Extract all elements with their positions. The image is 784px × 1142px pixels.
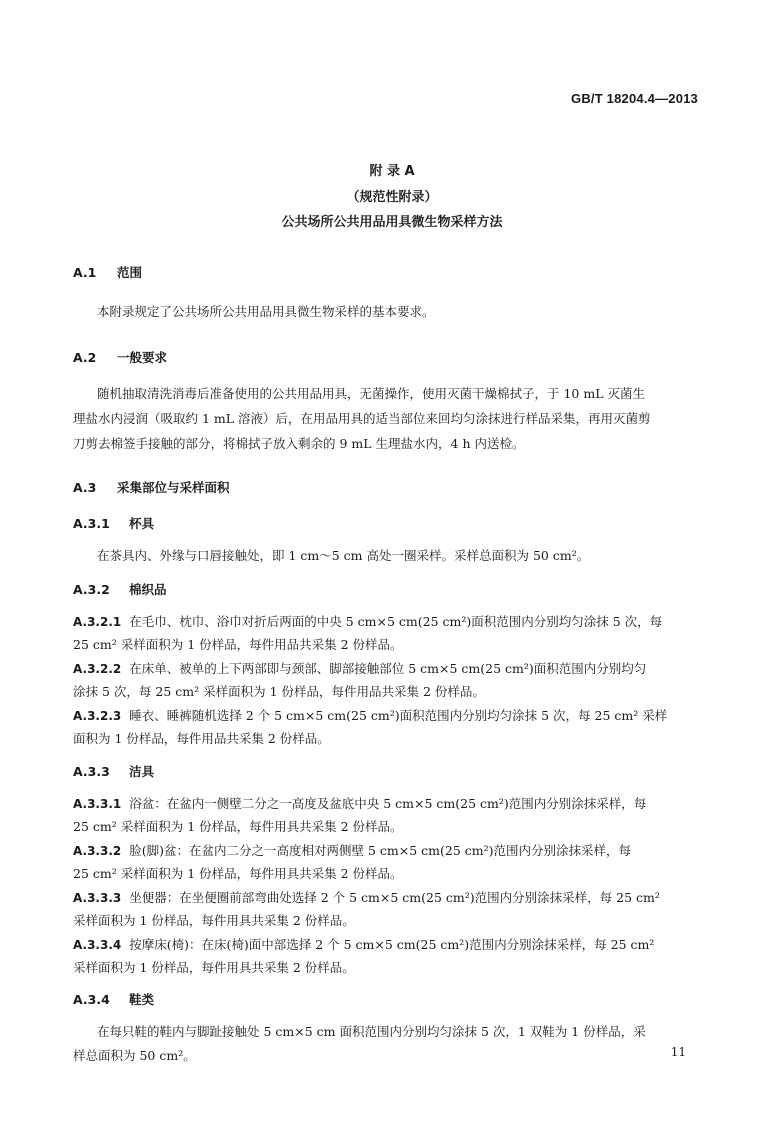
subsection-heading [73, 580, 167, 598]
subsection-heading [73, 762, 154, 780]
paragraph-line: 理盐水内浸润（吸取约 1 mL 溶液）后，在用品用具的适当部位来回均匀涂抹进行样品采集，再用灭菌剪 [73, 411, 651, 426]
clause-number: A.3.3.2 [73, 844, 122, 858]
section-title: 鞋类 [129, 992, 155, 1007]
clause-number: A.3.3.4 [73, 938, 122, 952]
section-number: A.3.4 [73, 992, 110, 1007]
section-heading [73, 263, 142, 281]
clause-line [73, 933, 703, 957]
clause-line [73, 704, 703, 728]
paragraph-line: 样总面积为 50 cm²。 [73, 1048, 196, 1063]
clause-line: 采样面积为 1 份样品，每件用具共采集 2 份样品。 [73, 960, 355, 975]
section-number: A.1 [73, 265, 97, 280]
clause-number: A.3.3.1 [73, 797, 122, 811]
clause-number: A.3.3.3 [73, 891, 122, 905]
clause-text: 按摩床(椅)：在床(椅)面中部选择 2 个 5 cm×5 cm(25 cm²)范围内分别涂抹采样，每 25 cm² [129, 937, 655, 952]
section-number: A.2 [73, 350, 97, 365]
paragraph-line: 在每只鞋的鞋内与脚趾接触处 5 cm×5 cm 面积范围内分别均匀涂抹 5 次，1 双鞋为 1 份样品，采 [97, 1024, 646, 1039]
clause-text: 在毛巾、枕巾、浴巾对折后两面的中央 5 cm×5 cm(25 cm²)面积范围内分别均匀涂抹 5 次，每 [129, 614, 663, 629]
clause-line: 25 cm² 采样面积为 1 份样品，每件用具共采集 2 份样品。 [73, 866, 403, 881]
paragraph-line: 刀剪去棉签手接触的部分，将棉拭子放入剩余的 9 mL 生理盐水内，4 h 内送检。 [73, 436, 525, 451]
annex-title: 附 录 A [369, 164, 415, 179]
section-number: A.3 [73, 480, 97, 495]
clause-line [73, 792, 703, 816]
section-title: 棉织品 [129, 582, 167, 597]
clause-line [73, 610, 703, 634]
paragraph: 在茶具内、外缘与口唇接触处，即 1 cm～5 cm 高处一圈采样。采样总面积为 50 cm²。 [97, 548, 590, 563]
standard-code: GB/T 18204.4—2013 [571, 91, 698, 106]
clause-line: 25 cm² 采样面积为 1 份样品，每件用品共采集 2 份样品。 [73, 637, 403, 652]
annex-subject: 公共场所公共用品用具微生物采样方法 [281, 215, 503, 230]
section-number: A.3.3 [73, 764, 110, 779]
clause-text: 脸(脚)盆：在盆内二分之一高度相对两侧壁 5 cm×5 cm(25 cm²)范围内分别涂抹采样，每 [129, 843, 631, 858]
clause-text: 在床单、被单的上下两部即与颈部、脚部接触部位 5 cm×5 cm(25 cm²)面积范围内分别均匀 [129, 661, 647, 676]
section-heading [73, 478, 230, 496]
section-title: 一般要求 [117, 350, 168, 365]
section-title: 范围 [117, 265, 143, 280]
subsection-heading [73, 514, 154, 532]
paragraph: 本附录规定了公共场所公共用品用具微生物采样的基本要求。 [97, 304, 435, 319]
clause-number: A.3.2.2 [73, 662, 122, 676]
clause-text: 睡衣、睡裤随机选择 2 个 5 cm×5 cm(25 cm²)面积范围内分别均匀涂抹 5 次，每 25 cm² 采样 [129, 708, 668, 723]
clause-line: 涂抹 5 次，每 25 cm² 采样面积为 1 份样品，每件用品共采集 2 份样品。 [73, 684, 485, 699]
page-number: 11 [670, 1045, 686, 1059]
clause-line [73, 657, 703, 681]
subsection-heading [73, 990, 154, 1008]
clause-line [73, 886, 703, 910]
section-number: A.3.1 [73, 516, 110, 531]
section-title: 采集部位与采样面积 [117, 480, 230, 495]
clause-text: 坐便器：在坐便圈前部弯曲处选择 2 个 5 cm×5 cm(25 cm²)范围内分别涂抹采样，每 25 cm² [129, 890, 660, 905]
paragraph-line: 随机抽取清洗消毒后准备使用的公共用品用具，无菌操作，使用灭菌干燥棉拭子，于 10 mL 灭菌生 [97, 386, 645, 401]
clause-line: 面积为 1 份样品，每件用品共采集 2 份样品。 [73, 731, 330, 746]
clause-number: A.3.2.3 [73, 709, 122, 723]
clause-number: A.3.2.1 [73, 615, 122, 629]
clause-line: 25 cm² 采样面积为 1 份样品，每件用具共采集 2 份样品。 [73, 819, 403, 834]
annex-type: （规范性附录） [346, 190, 438, 205]
section-title: 杯具 [129, 516, 155, 531]
clause-line: 采样面积为 1 份样品，每件用具共采集 2 份样品。 [73, 913, 355, 928]
section-title: 洁具 [129, 764, 155, 779]
clause-text: 浴盆：在盆内一侧壁二分之一高度及盆底中央 5 cm×5 cm(25 cm²)范围内分别涂抹采样，每 [129, 796, 647, 811]
section-heading [73, 348, 167, 366]
section-number: A.3.2 [73, 582, 110, 597]
clause-line [73, 839, 703, 863]
